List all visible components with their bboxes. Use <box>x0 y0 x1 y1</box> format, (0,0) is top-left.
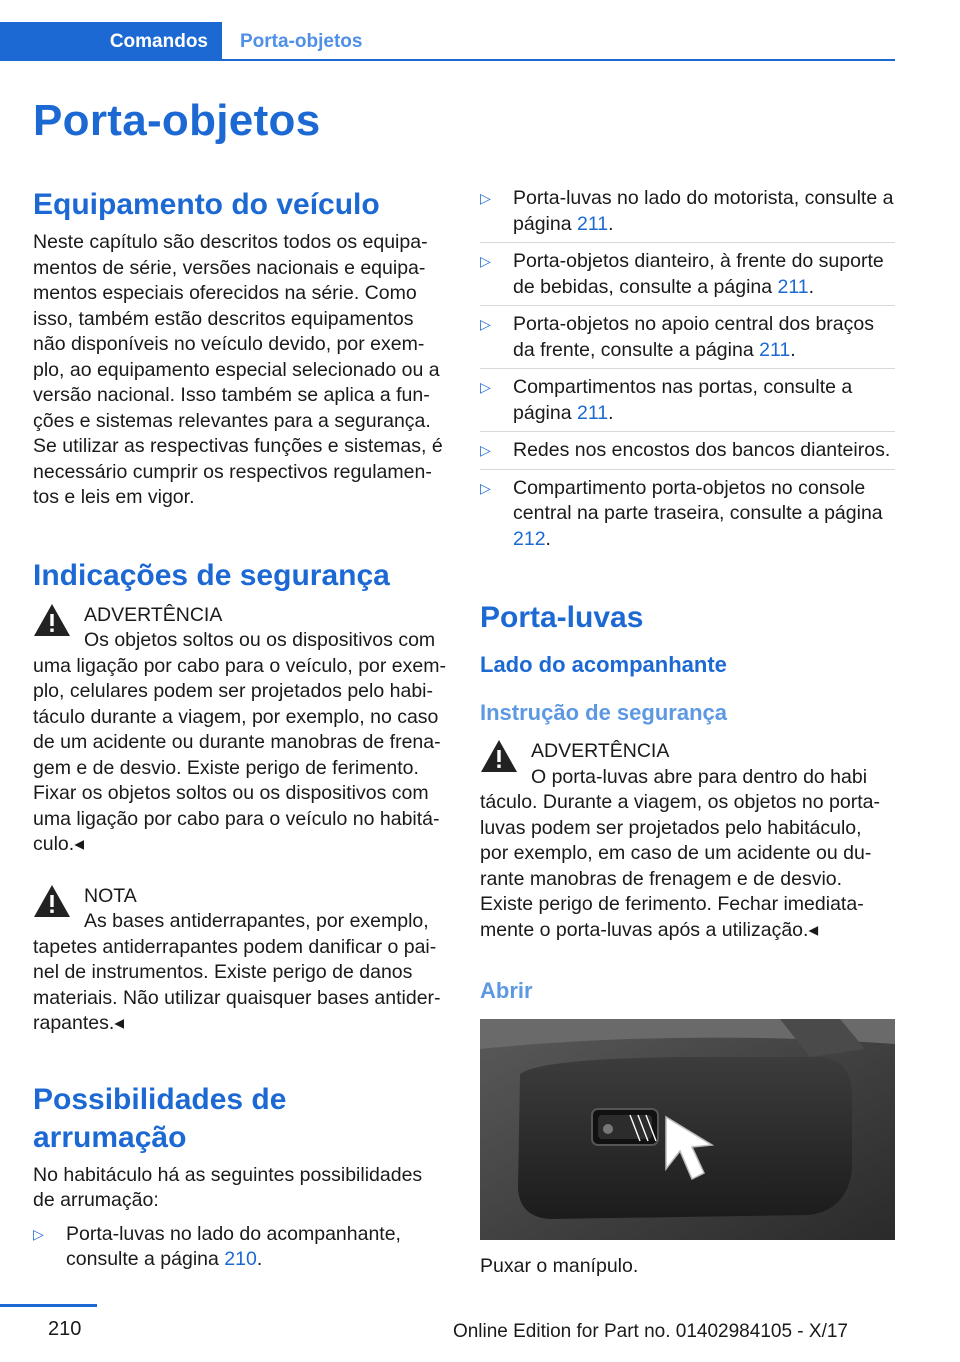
warning-text-3: táculo. Durante a viagem, os objetos no porta-luvas podem ser projetados pelo habitáculo, por exemplo, em caso de um acidente ou durante manobras de frenagem e de desvio. Existe perigo de ferimento. Fechar imediatamente o porta-luvas após a utilização.◂ <box>480 791 880 941</box>
warning-block-2 <box>33 884 448 1037</box>
list-item <box>480 438 895 470</box>
page-number: 210 <box>48 1318 82 1340</box>
triangle-right-icon: ▷ <box>33 1225 44 1242</box>
list-item <box>480 375 895 432</box>
list-item-text: Compartimento porta-objetos no console central na parte traseira, consulte a página <box>513 476 883 524</box>
photo-caption: Puxar o manípulo. <box>480 1255 639 1277</box>
paragraph-possibilidades: No habitáculo há as seguintes possibilidades de arrumação: <box>33 1163 423 1211</box>
list-item-end: . <box>608 212 614 235</box>
page-link[interactable]: 211 <box>576 212 609 235</box>
warning-triangle-icon <box>480 739 518 773</box>
right-column <box>480 186 895 1280</box>
triangle-right-icon: ▷ <box>480 316 491 332</box>
warning-block-1 <box>33 603 448 858</box>
left-column <box>33 186 448 1284</box>
list-item-text: Porta-objetos dianteiro, à frente do suporte de bebidas, consulte a página <box>513 250 884 298</box>
triangle-right-icon: ▷ <box>480 379 491 395</box>
warning-firstline-1: Os objetos soltos ou os dispositivos com <box>84 629 436 651</box>
tab-porta-objetos[interactable] <box>240 22 362 61</box>
list-item <box>480 312 895 369</box>
list-item <box>480 249 895 306</box>
warning-title-3: ADVERTÊNCIA <box>531 740 670 762</box>
warning-text-2: tapetes antiderrapantes podem danificar o painel de instrumentos. Existe perigo de danos materiais. Não utilizar quaisquer bases antiderrapantes.◂ <box>33 935 441 1034</box>
subheading-lado-acompanhante: Lado do acompanhante <box>480 652 727 677</box>
page-title: Porta-objetos <box>33 96 321 145</box>
triangle-right-icon: ▷ <box>480 253 491 269</box>
warning-text-1: uma ligação por cabo para o veículo, por exemplo, celulares podem ser projetados pelo habitáculo durante a viagem, por exemplo, no caso de um acidente ou durante manobras de frenagem e de desvio. Existe perigo de ferimento. Fixar os objetos soltos ou os dispositivos com uma ligação por cabo para o veículo no habitáculo.◂ <box>33 654 446 855</box>
heading-equipamento: Equipamento do veículo <box>33 188 380 221</box>
tab-comandos[interactable] <box>0 22 222 61</box>
storage-list-right <box>480 186 895 557</box>
triangle-right-icon: ▷ <box>480 190 491 206</box>
warning-firstline-3: O porta-luvas abre para dentro do habi <box>531 765 868 788</box>
header-divider <box>0 59 895 61</box>
triangle-right-icon: ▷ <box>480 442 491 458</box>
list-item-end: . <box>608 401 614 424</box>
page-link[interactable]: 210 <box>224 1248 257 1270</box>
warning-firstline-2: As bases antiderrapantes, por exemplo, <box>84 910 429 932</box>
page-link[interactable]: 211 <box>777 275 809 298</box>
footer-divider <box>0 1304 97 1307</box>
tab-porta-objetos-label: Porta-objetos <box>240 30 363 52</box>
warning-block-3 <box>480 739 895 943</box>
list-item-end: . <box>808 275 815 298</box>
list-item <box>480 186 895 243</box>
page-link[interactable]: 212 <box>513 527 546 550</box>
heading-porta-luvas: Porta-luvas <box>480 601 644 634</box>
warning-title-1: ADVERTÊNCIA <box>84 603 223 626</box>
list-item-text: Porta-luvas no lado do motorista, consulte a página <box>513 187 894 235</box>
list-item <box>33 1222 448 1278</box>
list-item-text: Redes nos encostos dos bancos dianteiros. <box>513 439 891 461</box>
page-link[interactable]: 211 <box>759 338 791 361</box>
list-item-text: Compartimentos nas portas, consulte a página <box>513 376 853 424</box>
edition-info: Online Edition for Part no. 01402984105 - X/17 <box>452 1321 848 1342</box>
list-item-text: Porta-luvas no lado do acompanhante, consulte a página <box>66 1222 401 1270</box>
paragraph-equipamento: Neste capítulo são descritos todos os equipamentos de série, versões nacionais e equipamentos especiais oferecidos na série. Como isso, também estão descritos equipamentos não disponíveis no veículo devido, por exemplo, ao equipamento especial selecionado ou a versão nacional. Isso também se aplica a funções e sistemas relevantes para a segurança. Se utilizar as respectivas funções e sistemas, é necessário cumprir os respectivos regulamentos e leis em vigor. <box>33 231 443 508</box>
list-item <box>480 476 895 558</box>
warning-triangle-icon <box>33 884 71 918</box>
list-item-end: . <box>790 338 796 361</box>
glovebox-photo <box>480 1019 895 1240</box>
list-item-end: . <box>545 527 551 550</box>
heading-possibilidades: Possibilidades de arrumação <box>33 1082 287 1154</box>
triangle-right-icon: ▷ <box>480 479 491 496</box>
heading-indicacoes: Indicações de segurança <box>33 558 390 592</box>
storage-list-left <box>33 1222 448 1278</box>
warning-triangle-icon <box>33 603 71 637</box>
subheading-instrucao-seguranca: Instrução de segurança <box>480 700 727 725</box>
list-item-text: Porta-objetos no apoio central dos braços da frente, consulte a página <box>513 313 874 361</box>
warning-title-2: NOTA <box>84 884 137 907</box>
list-item-end: . <box>256 1248 263 1270</box>
page-link[interactable]: 211 <box>576 401 609 424</box>
tab-comandos-label: Comandos <box>109 30 208 52</box>
subheading-abrir: Abrir <box>480 978 533 1003</box>
